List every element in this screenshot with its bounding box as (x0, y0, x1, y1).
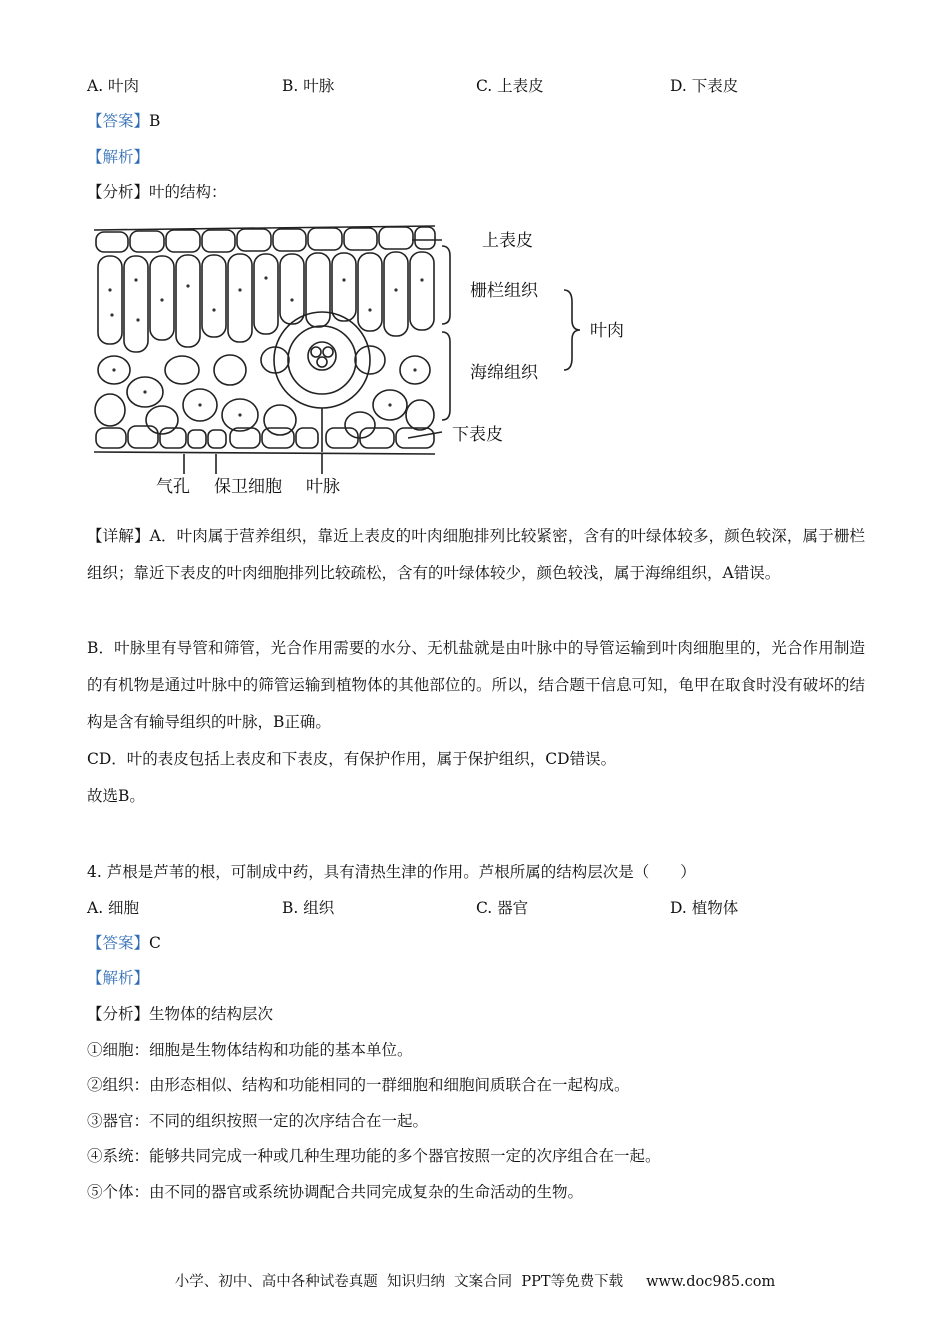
q3-options (87, 76, 867, 98)
fenxi-text: 叶的结构： (149, 183, 227, 201)
detail-tag: 【详解】 (87, 527, 150, 545)
q4-stem: 4. 芦根是芦苇的根，可制成中药，具有清热生津的作用。芦根所属的结构层次是（ ） (87, 863, 696, 881)
fenxi-tag: 【分析】 (87, 183, 150, 201)
q4-answer-tag: 【答案】 (87, 934, 150, 952)
q4-option-a: A. 细胞 (87, 899, 140, 917)
q3-detail-p3: CD．叶的表皮包括上表皮和下表皮，有保护作用，属于保护组织，CD错误。 (87, 750, 617, 768)
q3-detail-p4: 故选B。 (87, 787, 145, 805)
label-guard-cell: 保卫细胞 (214, 477, 282, 497)
q4-item-2: ②组织：由形态相似、结构和功能相同的一群细胞和细胞间质联合在一起构成。 (87, 1076, 630, 1094)
q3-analysis (87, 147, 149, 167)
q4-option-b: B. 组织 (282, 899, 335, 917)
q4-analysis (87, 968, 149, 988)
q4-options (87, 898, 867, 920)
label-mesophyll: 叶肉 (590, 321, 624, 341)
q3-fenxi (87, 182, 227, 202)
q4-fenxi-text: 生物体的结构层次 (149, 1005, 274, 1023)
label-spongy: 海绵组织 (470, 363, 538, 383)
leaf-cross-section (90, 220, 650, 505)
q4-answer (87, 933, 161, 953)
q3-option-c: C. 上表皮 (476, 77, 544, 95)
q4-fenxi (87, 1004, 273, 1024)
q3-option-a: A. 叶肉 (87, 77, 140, 95)
label-vein: 叶脉 (306, 477, 340, 497)
q4-fenxi-tag: 【分析】 (87, 1005, 150, 1023)
q3-detail-p2: B．叶脉里有导管和筛管，光合作用需要的水分、无机盐就是由叶脉中的导管运输到叶肉细胞里的，光合作用制造的有机物是通过叶脉中的筛管运输到植物体的其他部位的。所以，结合题干信息可知，龟甲在取食时没有破坏的结构是含有输导组织的叶脉，B正确。 (87, 639, 865, 731)
q3-answer (87, 111, 160, 131)
answer-tag: 【答案】 (87, 112, 150, 130)
page-footer: 小学、初中、高中各种试卷真题 知识归纳 文案合同 PPT等免费下载 www.doc985.com (174, 1274, 776, 1290)
q4-analysis-tag: 【解析】 (87, 969, 150, 987)
analysis-tag: 【解析】 (87, 148, 150, 166)
q3-option-d: D. 下表皮 (670, 77, 739, 95)
q4-item-5: ⑤个体：由不同的器官或系统协调配合共同完成复杂的生命活动的生物。 (87, 1183, 584, 1201)
q3-detail-p1 (87, 518, 865, 592)
label-lower-epidermis: 下表皮 (452, 425, 503, 445)
q4-item-4: ④系统：能够共同完成一种或几种生理功能的多个器官按照一定的次序组合在一起。 (87, 1147, 661, 1165)
label-upper-epidermis: 上表皮 (482, 231, 533, 251)
q4-item-1: ①细胞：细胞是生物体结构和功能的基本单位。 (87, 1041, 413, 1059)
q4-answer-value: C (149, 934, 161, 952)
detail-p1-text: A．叶肉属于营养组织，靠近上表皮的叶肉细胞排列比较紧密，含有的叶绿体较多，颜色较深，属于栅栏组织；靠近下表皮的叶肉细胞排列比较疏松，含有的叶绿体较少，颜色较浅，属于海绵组织，A错误。 (87, 527, 865, 582)
q4-item-3: ③器官：不同的组织按照一定的次序结合在一起。 (87, 1112, 429, 1130)
label-palisade: 栅栏组织 (470, 281, 538, 301)
label-stoma: 气孔 (156, 477, 190, 497)
q3-option-b: B. 叶脉 (282, 77, 335, 95)
q4-option-c: C. 器官 (476, 899, 529, 917)
leaf-structure-diagram (90, 220, 650, 505)
q4-option-d: D. 植物体 (670, 899, 739, 917)
answer-value: B (149, 112, 161, 130)
